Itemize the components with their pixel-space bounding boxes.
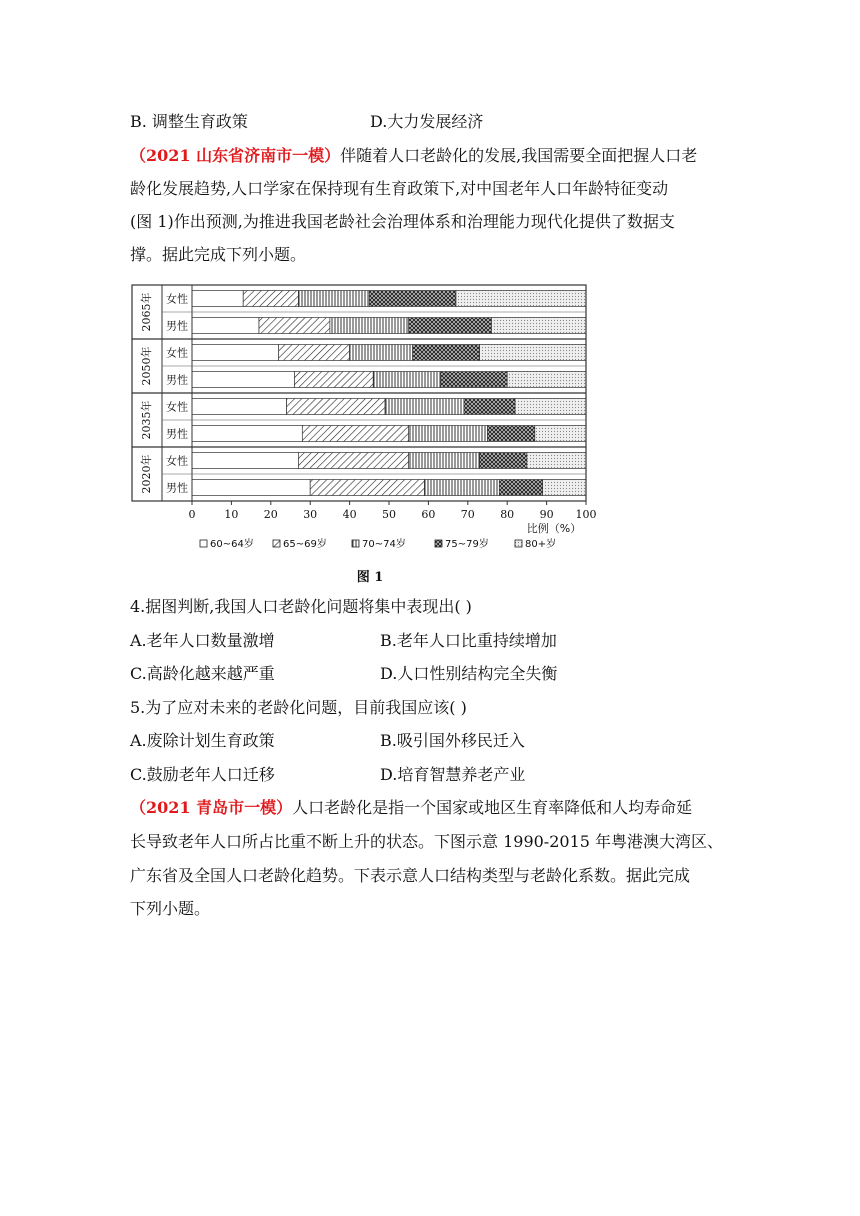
bar-segment-0 — [192, 480, 310, 496]
row-sex-label: 女性 — [166, 292, 188, 306]
bar-segment-4 — [507, 372, 586, 388]
stacked-bar-chart — [130, 280, 600, 585]
bar-segment-2 — [330, 318, 409, 334]
bar-segment-4 — [543, 480, 586, 496]
legend-swatch-1 — [273, 540, 280, 547]
figure-caption: 图 1 — [356, 570, 384, 585]
passage2-source: （2021 青岛市一模） — [130, 798, 293, 817]
passage1-line2: 龄化发展趋势,人口学家在保持现有生育政策下,对中国老年人口年龄特征变动 — [130, 179, 669, 198]
row-sex-label: 男性 — [166, 373, 188, 387]
bar-segment-0 — [192, 399, 287, 415]
row-sex-label: 男性 — [166, 427, 188, 441]
bar-segment-3 — [480, 453, 527, 469]
group-year-label: 2035年 — [140, 400, 153, 440]
legend-swatch-0 — [200, 540, 207, 547]
group-year-label: 2020年 — [140, 454, 153, 494]
bar-segment-4 — [535, 426, 586, 442]
previous-options-row — [130, 112, 484, 132]
x-tick-label: 60 — [421, 508, 436, 521]
passage1-source: （2021 山东省济南市一模） — [130, 146, 341, 165]
bar-segment-4 — [480, 345, 586, 361]
option-b: B. 调整生育政策 — [130, 112, 248, 131]
bar-segment-2 — [350, 345, 413, 361]
bar-segment-1 — [259, 318, 330, 334]
legend-swatch-3 — [435, 540, 442, 547]
bar-segment-0 — [192, 318, 259, 334]
passage1-line1 — [130, 146, 697, 166]
passage2-line4: 下列小题。 — [130, 899, 211, 918]
q5-option-a: A.废除计划生育政策 — [130, 731, 275, 750]
passage2-text: 人口老龄化是指一个国家或地区生育率降低和人均寿命延 — [292, 798, 693, 817]
bar-segment-1 — [310, 480, 424, 496]
passage2-line3: 广东省及全国人口老龄化趋势。下表示意人口结构类型与老龄化系数。据此完成 — [130, 866, 691, 885]
bar-segment-3 — [369, 291, 456, 307]
bar-segment-0 — [192, 426, 302, 442]
bar-segment-1 — [279, 345, 350, 361]
q5-option-d: D.培育智慧养老产业 — [380, 765, 526, 784]
bar-segment-4 — [491, 318, 586, 334]
x-tick-label: 10 — [224, 508, 239, 521]
q5-option-c: C.鼓励老年人口迁移 — [130, 765, 275, 784]
legend-label: 70~74岁 — [362, 539, 406, 550]
bar-segment-1 — [302, 426, 408, 442]
x-tick-label: 30 — [303, 508, 318, 521]
x-tick-label: 90 — [539, 508, 554, 521]
bar-segment-3 — [488, 426, 535, 442]
bar-segment-2 — [373, 372, 440, 388]
group-year-label: 2065年 — [140, 292, 153, 332]
bar-segment-3 — [499, 480, 542, 496]
bar-segment-0 — [192, 372, 294, 388]
q5-option-b: B.吸引国外移民迁入 — [380, 731, 525, 750]
bar-segment-2 — [409, 426, 488, 442]
bar-segment-2 — [385, 399, 464, 415]
q4-option-b: B.老年人口比重持续增加 — [380, 631, 557, 650]
bar-segment-3 — [440, 372, 507, 388]
legend-label: 65~69岁 — [283, 539, 327, 550]
passage1-line3: (图 1)作出预测,为推进我国老龄社会治理体系和治理能力现代化提供了数据支 — [130, 212, 675, 231]
legend-label: 80+岁 — [525, 539, 557, 550]
x-tick-label: 20 — [263, 508, 278, 521]
x-tick-label: 50 — [382, 508, 396, 521]
q4-option-d: D.人口性别结构完全失衡 — [380, 664, 558, 683]
bar-segment-0 — [192, 345, 279, 361]
q4-option-c: C.高龄化越来越严重 — [130, 664, 275, 683]
bar-segment-1 — [294, 372, 373, 388]
q5-stem: 5.为了应对未来的老龄化问题，目前我国应该( ) — [130, 698, 467, 717]
passage1-line4: 撑。据此完成下列小题。 — [130, 245, 307, 264]
bar-segment-1 — [287, 399, 386, 415]
bar-segment-4 — [527, 453, 586, 469]
row-sex-label: 女性 — [166, 400, 188, 414]
passage2-line2: 长导致老年人口所占比重不断上升的状态。下图示意 1990-2015 年粤港澳大湾区、 — [130, 832, 724, 851]
bar-segment-4 — [456, 291, 586, 307]
row-sex-label: 男性 — [166, 319, 188, 333]
bar-segment-2 — [409, 453, 480, 469]
bar-segment-3 — [464, 399, 515, 415]
x-tick-label: 80 — [500, 508, 515, 521]
legend-swatch-4 — [515, 540, 522, 547]
bar-segment-3 — [413, 345, 480, 361]
q4-options-row2 — [130, 664, 558, 684]
row-sex-label: 女性 — [166, 346, 188, 360]
passage2-line1 — [130, 798, 692, 818]
q5-options-row1 — [130, 731, 525, 751]
x-tick-label: 100 — [575, 508, 597, 521]
bar-segment-2 — [424, 480, 499, 496]
bar-segment-1 — [298, 453, 408, 469]
x-axis-label: 比例（%） — [526, 522, 582, 535]
bar-segment-4 — [515, 399, 586, 415]
bar-segment-0 — [192, 291, 243, 307]
figure-1 — [130, 280, 600, 585]
q5-options-row2 — [130, 765, 526, 785]
q4-option-a: A.老年人口数量激增 — [130, 631, 275, 650]
row-sex-label: 男性 — [166, 481, 188, 495]
legend-label: 75~79岁 — [445, 539, 489, 550]
passage1-text: 伴随着人口老龄化的发展,我国需要全面把握人口老 — [340, 146, 698, 165]
row-sex-label: 女性 — [166, 454, 188, 468]
bar-segment-2 — [298, 291, 369, 307]
q4-options-row1 — [130, 631, 557, 651]
x-tick-label: 40 — [342, 508, 357, 521]
legend-swatch-2 — [352, 540, 359, 547]
bar-segment-3 — [409, 318, 492, 334]
x-tick-label: 70 — [460, 508, 475, 521]
bar-segment-0 — [192, 453, 298, 469]
x-tick-label: 0 — [188, 508, 196, 521]
option-d: D.大力发展经济 — [370, 112, 484, 131]
group-year-label: 2050年 — [140, 346, 153, 386]
bar-segment-1 — [243, 291, 298, 307]
legend-label: 60~64岁 — [210, 539, 254, 550]
q4-stem: 4.据图判断,我国人口老龄化问题将集中表现出( ) — [130, 597, 472, 616]
